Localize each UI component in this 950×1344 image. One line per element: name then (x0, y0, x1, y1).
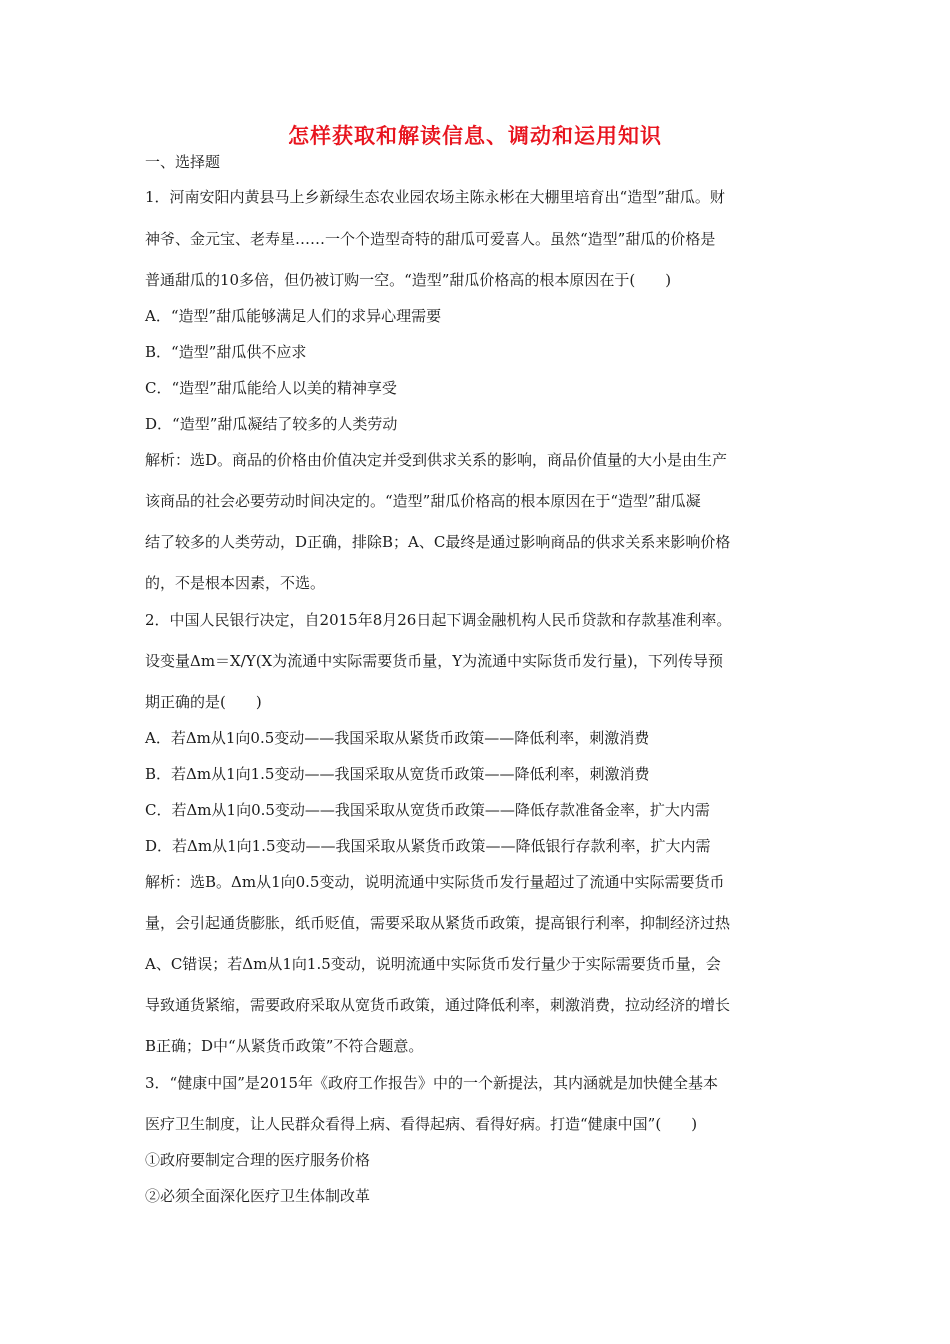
q2-analysis-line-5: B正确；D中“从紧货币政策”不符合题意。 (145, 1037, 424, 1055)
q2-stem-line-1: 2．中国人民银行决定，自2015年8月26日起下调金融机构人民币贷款和存款基准利率。 (145, 611, 732, 629)
q1-option-a: A．“造型”甜瓜能够满足人们的求异心理需要 (145, 307, 442, 325)
q2-option-a: A．若Δm从1向0.5变动——我国采取从紧货币政策——降低利率，刺激消费 (145, 729, 650, 747)
q2-option-b: B．若Δm从1向1.5变动——我国采取从宽货币政策——降低利率，刺激消费 (145, 765, 650, 783)
q1-analysis-line-3: 结了较多的人类劳动，D正确，排除B；A、C最终是通过影响商品的供求关系来影响价格 (145, 533, 731, 551)
q2-stem-line-2: 设变量Δm＝X/Y(X为流通中实际需要货币量，Y为流通中实际货币发行量)，下列传导预 (145, 652, 723, 670)
q3-stem-line-1: 3．“健康中国”是2015年《政府工作报告》中的一个新提法，其内涵就是加快健全基本 (145, 1074, 719, 1092)
q2-option-d: D．若Δm从1向1.5变动——我国采取从紧货币政策——降低银行存款利率，扩大内需 (145, 837, 711, 855)
q1-stem-line-3: 普通甜瓜的10多倍，但仍被订购一空。“造型”甜瓜价格高的根本原因在于( ) (145, 271, 672, 289)
q2-analysis-line-2: 量，会引起通货膨胀，纸币贬值，需要采取从紧货币政策，提高银行利率，抑制经济过热 (145, 914, 731, 932)
q1-analysis-line-4: 的，不是根本因素，不选。 (145, 574, 326, 592)
q1-option-b: B．“造型”甜瓜供不应求 (145, 343, 307, 361)
q2-analysis-line-1: 解析：选B。Δm从1向0.5变动，说明流通中实际货币发行量超过了流通中实际需要货币 (145, 873, 725, 891)
q1-analysis-line-2: 该商品的社会必要劳动时间决定的。“造型”甜瓜价格高的根本原因在于“造型”甜瓜凝 (145, 492, 701, 510)
q2-option-c: C．若Δm从1向0.5变动——我国采取从宽货币政策——降低存款准备金率，扩大内需 (145, 801, 710, 819)
page-title: 怎样获取和解读信息、调动和运用知识 (288, 124, 662, 148)
q2-stem-line-3: 期正确的是( ) (145, 693, 262, 711)
q3-item-2: ②必须全面深化医疗卫生体制改革 (145, 1187, 371, 1205)
q3-stem-line-2: 医疗卫生制度，让人民群众看得上病、看得起病、看得好病。打造“健康中国”( ) (145, 1115, 698, 1133)
section-heading: 一、选择题 (145, 153, 221, 171)
q1-option-c: C．“造型”甜瓜能给人以美的精神享受 (145, 379, 397, 397)
q2-analysis-line-3: A、C错误；若Δm从1向1.5变动，说明流通中实际货币发行量少于实际需要货币量，会 (145, 955, 721, 973)
q2-analysis-line-4: 导致通货紧缩，需要政府采取从宽货币政策，通过降低利率，刺激消费，拉动经济的增长 (145, 996, 731, 1014)
q1-stem-line-2: 神爷、金元宝、老寿星……一个个造型奇特的甜瓜可爱喜人。虽然“造型”甜瓜的价格是 (145, 230, 716, 248)
q1-option-d: D．“造型”甜瓜凝结了较多的人类劳动 (145, 415, 398, 433)
q3-item-1: ①政府要制定合理的医疗服务价格 (145, 1151, 371, 1169)
q1-analysis-line-1: 解析：选D。商品的价格由价值决定并受到供求关系的影响，商品价值量的大小是由生产 (145, 451, 728, 469)
q1-stem-line-1: 1．河南安阳内黄县马上乡新绿生态农业园农场主陈永彬在大棚里培育出“造型”甜瓜。财 (145, 188, 725, 206)
